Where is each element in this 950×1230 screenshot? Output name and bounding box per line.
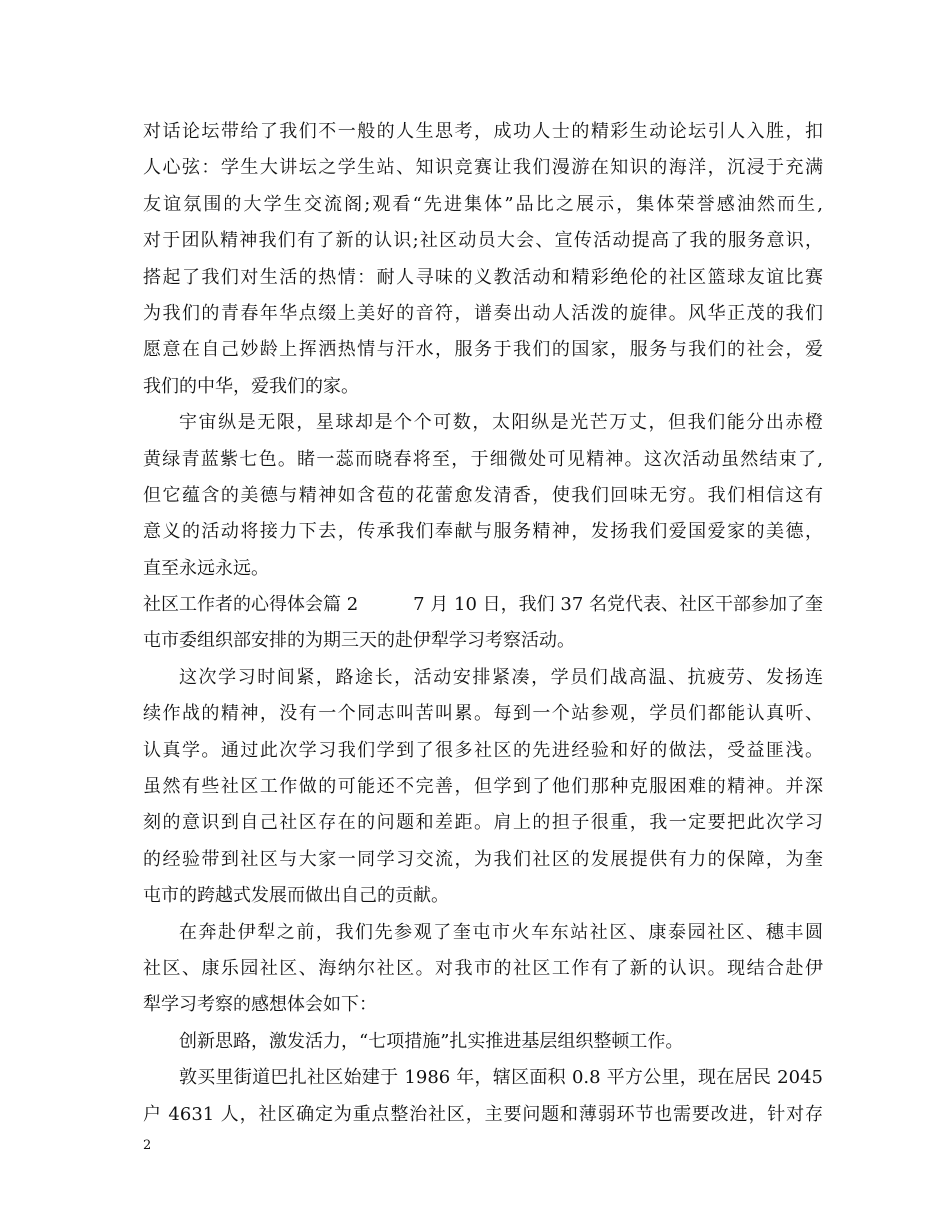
text-line: 的经验带到社区与大家一同学习交流，为我们社区的发展提供有力的保障，为奎: [143, 848, 823, 870]
text-line: 直至永远永远。: [143, 557, 269, 579]
text-line: 我们的中华，爱我们的家。: [143, 375, 359, 397]
paragraph-3: [143, 660, 823, 915]
text-line: 在奔赴伊犁之前，我们先参观了奎屯市火车东站社区、康泰园社区、穗丰圆: [179, 921, 823, 943]
heading-line: [143, 587, 823, 623]
text-line: 这次学习时间紧，路途长，活动安排紧凑，学员们战高温、抗疲劳、发扬连: [179, 666, 823, 688]
paragraph-1: [143, 114, 823, 405]
text-line: 为我们的青春年华点缀上美好的音符，谱奏出动人活泼的旋律。风华正茂的我们: [143, 302, 823, 324]
section-title: 社区工作者的心得体会篇 2: [143, 594, 359, 616]
text-line: 但它蕴含的美德与精神如含苞的花蕾愈发清香，使我们回味无穷。我们相信这有: [143, 484, 823, 506]
text-line: 续作战的精神，没有一个同志叫苦叫累。每到一个站参观，学员们都能认真听、: [143, 703, 823, 725]
document-body: [143, 114, 823, 1133]
text-line: 愿意在自己妙龄上挥洒热情与汗水，服务于我们的国家，服务与我们的社会，爱: [143, 339, 823, 361]
paragraph-5: [143, 1024, 823, 1060]
paragraph-4: [143, 915, 823, 1024]
text-line: 户 4631 人，社区确定为重点整治社区，主要问题和薄弱环节也需要改进，针对存: [143, 1103, 823, 1125]
page-number: 2: [143, 1138, 152, 1153]
text-line: 敦买里街道巴扎社区始建于 1986 年，辖区面积 0.8 平方公里，现在居民 2045: [179, 1067, 823, 1089]
text-line: 意义的活动将接力下去，传承我们奉献与服务精神，发扬我们爱国爱家的美德，: [143, 521, 823, 543]
section-heading: [143, 587, 823, 660]
text-line: 屯市的跨越式发展而做出自己的贡献。: [143, 885, 449, 907]
text-line: 创新思路，激发活力，“七项措施”扎实推进基层组织整顿工作。: [179, 1030, 684, 1052]
text-line: 宇宙纵是无限，星球却是个个可数，太阳纵是光芒万丈，但我们能分出赤橙: [179, 412, 823, 434]
text-line: 虽然有些社区工作做的可能还不完善，但学到了他们那种克服困难的精神。并深: [143, 776, 823, 798]
text-line: 黄绿青蓝紫七色。睹一蕊而晓春将至，于细微处可见精神。这次活动虽然结束了,: [143, 448, 823, 470]
text-line: 屯市委组织部安排的为期三天的赴伊犁学习考察活动。: [143, 630, 575, 652]
paragraph-6: [143, 1060, 823, 1133]
text-line: 搭起了我们对生活的热情：耐人寻味的义教活动和精彩绝伦的社区篮球友谊比赛: [143, 266, 823, 288]
text-line: 对话论坛带给了我们不一般的人生思考，成功人士的精彩生动论坛引人入胜，扣: [143, 121, 823, 142]
heading-line-text: 7 月 10 日，我们 37 名党代表、社区干部参加了奎: [413, 594, 823, 616]
text-line: 社区、康乐园社区、海纳尔社区。对我市的社区工作有了新的认识。现结合赴伊: [143, 957, 823, 979]
text-line: 认真学。通过此次学习我们学到了很多社区的先进经验和好的做法，受益匪浅。: [143, 739, 823, 761]
text-line: 刻的意识到自己社区存在的问题和差距。肩上的担子很重，我一定要把此次学习: [143, 812, 823, 834]
text-line: 犁学习考察的感想体会如下：: [143, 994, 377, 1016]
text-line: 友谊氛围的大学生交流阁;观看“先进集体”品比之展示，集体荣誉感油然而生,: [143, 193, 823, 215]
paragraph-2: [143, 405, 823, 587]
text-line: 人心弦：学生大讲坛之学生站、知识竞赛让我们漫游在知识的海洋，沉浸于充满: [143, 157, 823, 179]
text-line: 对于团队精神我们有了新的认识;社区动员大会、宣传活动提高了我的服务意识，: [143, 230, 823, 252]
